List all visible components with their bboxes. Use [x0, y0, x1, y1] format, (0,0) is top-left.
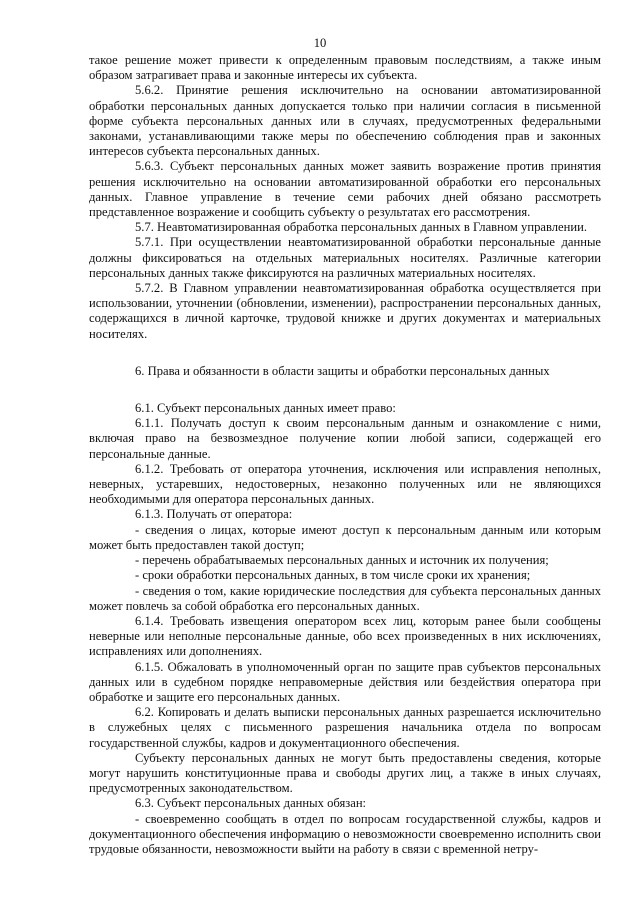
paragraph: 5.7.1. При осуществлении неавтоматизированной обработки персональные данные должны фиксироваться на отдельных материальных носителях. Различные категории персональных данных также фиксируются на различных материальных носителях.	[89, 235, 601, 280]
paragraph: Субъекту персональных данных не могут быть предоставлены сведения, которые могут нарушить конституционные права и свободы других лиц, а также в иных случаях, предусмотренных законодательством.	[89, 750, 601, 796]
paragraph: 6.1.2. Требовать от оператора уточнения, исключения или исправления неполных, неверных, устаревших, недостоверных, незаконно полученных или не являющихся необходимыми для оператора персональных данных.	[89, 461, 601, 507]
list-item: - сведения о лицах, которые имеют доступ к персональным данным или которым может быть предоставлен такой доступ;	[89, 522, 601, 552]
spacer	[89, 342, 601, 364]
paragraph: 6.3. Субъект персональных данных обязан:	[135, 796, 367, 811]
paragraph: 6.1. Субъект персональных данных имеет право:	[135, 401, 396, 416]
list-item: - своевременно сообщать в отдел по вопросам государственной службы, кадров и документационного обеспечения информацию о невозможности своевременно исполнить свои трудовые обязанности, невозможности выйти на работу в связи с временной нетру-	[89, 811, 601, 856]
paragraph: 5.7.2. В Главном управлении неавтоматизированная обработка осуществляется при использовании, уточнении (обновлении, изменении), распространении персональных данных, содержащихся в личной карточке, трудовой книжке и других документах и материальных носителях.	[89, 281, 601, 341]
paragraph: 5.6.3. Субъект персональных данных может заявить возражение против принятия решения исключительно на основании автоматизированной обработки его персональных данных. Главное управление в течение семи рабочих дней обязано рассмотреть представленное возражение и сообщить субъекту о результатах его рассмотрения.	[89, 159, 601, 220]
paragraph: 6.2. Копировать и делать выписки персональных данных разрешается исключительно в служебных целях с письменного разрешения начальника отдела по вопросам государственной службы, кадров и документационного обеспечения.	[89, 705, 601, 750]
paragraph: такое решение может привести к определенным правовым последствиям, а также иным образом затрагивает права и законные интересы их субъекта.	[89, 53, 601, 83]
page-number: 10	[313, 36, 327, 50]
list-item: - сведения о том, какие юридические последствия для субъекта персональных данных может повлечь за собой обработка его персональных данных.	[89, 583, 601, 613]
paragraph: 6.1.3. Получать от оператора:	[135, 507, 293, 522]
section-heading: 6. Права и обязанности в области защиты и обработки персональных данных	[135, 363, 550, 378]
paragraph: 6.1.5. Обжаловать в уполномоченный орган по защите прав субъектов персональных данных или в судебном порядке неправомерные действия или бездействия оператора при обработке и защите его персональных данных.	[89, 659, 601, 704]
document-body	[89, 53, 601, 857]
list-item: - сроки обработки персональных данных, в том числе сроки их хранения;	[135, 568, 531, 583]
paragraph: 5.6.2. Принятие решения исключительно на основании автоматизированной обработки персональных данных допускается только при наличии согласия в письменной форме субъекта персональных данных или в случаях, предусмотренных федеральными законами, устанавливающими также меры по обеспечению соблюдения прав и законных интересов субъекта персональных данных.	[89, 83, 601, 159]
list-item: - перечень обрабатываемых персональных данных и источник их получения;	[135, 553, 549, 568]
spacer	[89, 379, 601, 401]
paragraph: 6.1.1. Получать доступ к своим персональным данным и ознакомление с ними, включая право на безвозмездное получение копии любой записи, содержащей его персональные данные.	[89, 416, 601, 461]
paragraph: 6.1.4. Требовать извещения оператором всех лиц, которым ранее были сообщены неверные или неполные персональные данные, обо всех произведенных в них исключениях, исправлениях или дополнениях.	[89, 613, 601, 659]
paragraph: 5.7. Неавтоматизированная обработка персональных данных в Главном управлении.	[135, 220, 587, 235]
